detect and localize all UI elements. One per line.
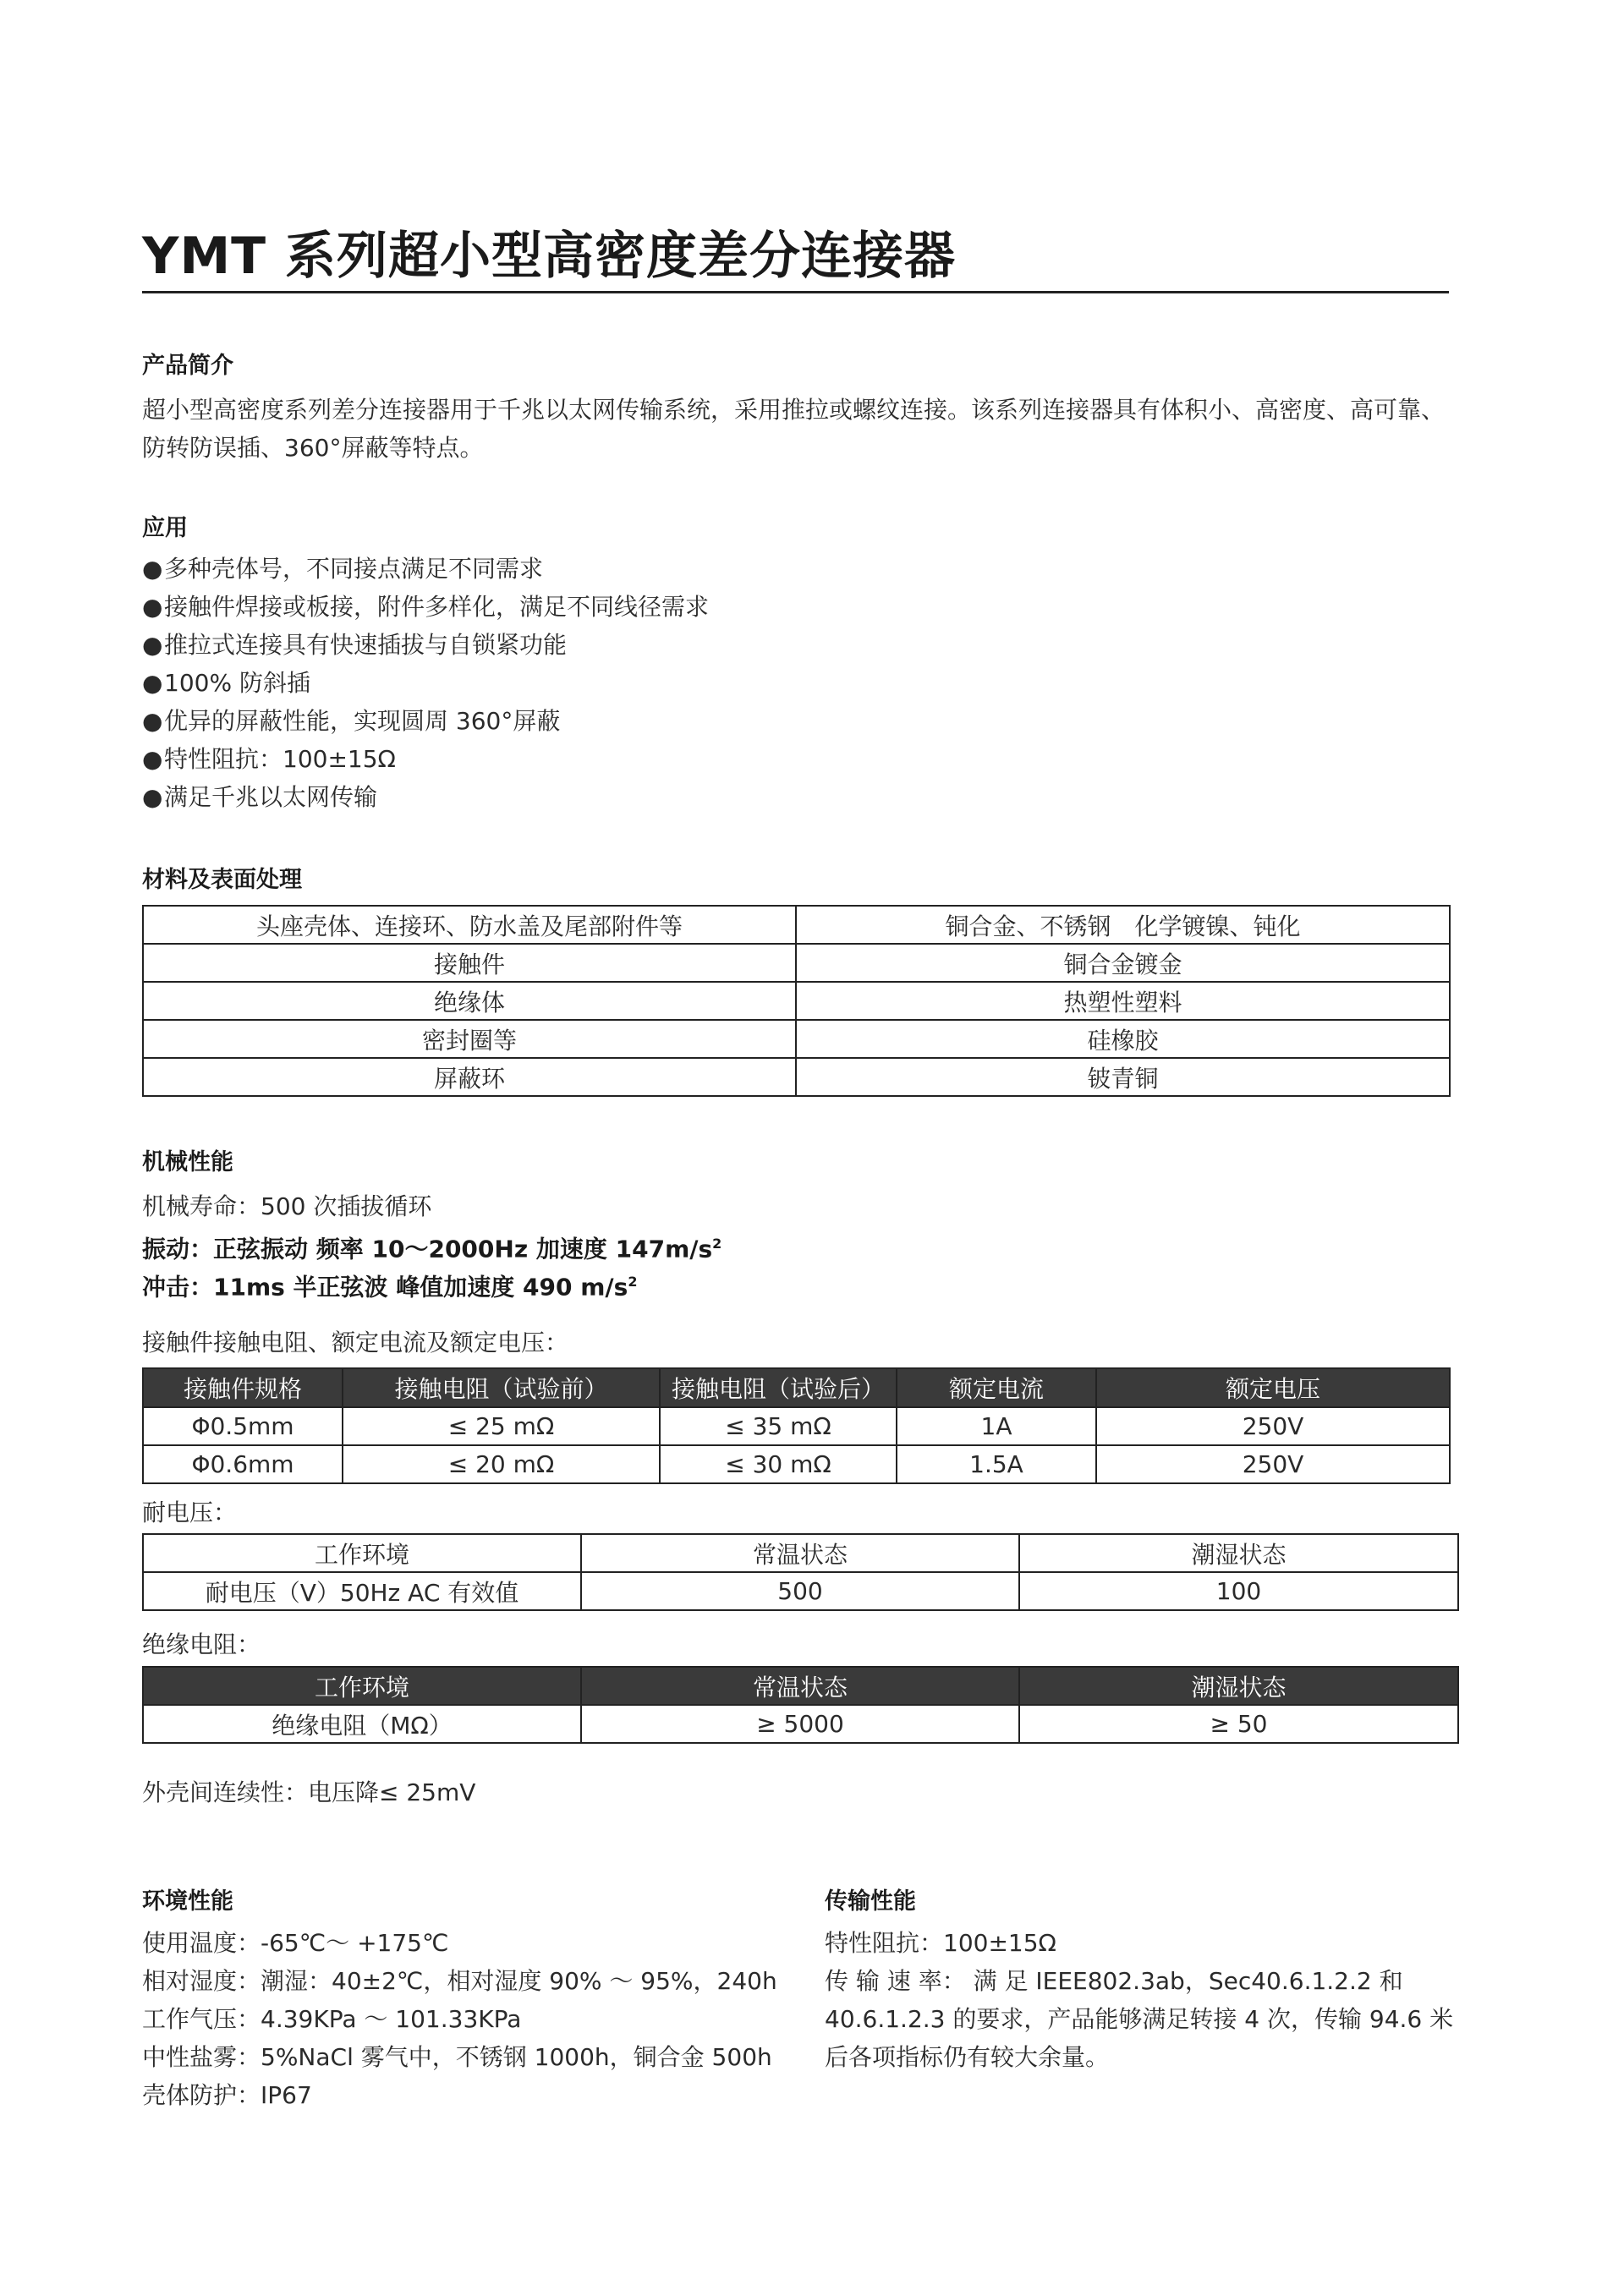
bullet-icon: ● bbox=[142, 783, 163, 811]
table-row: 密封圈等 硅橡胶 bbox=[143, 1020, 1450, 1058]
environment-line: 使用温度：-65℃～ +175℃ bbox=[142, 1929, 449, 1957]
application-heading: 应用 bbox=[142, 515, 188, 541]
list-item: ●推拉式连接具有快速插拔与自锁紧功能 bbox=[142, 626, 709, 664]
transmission-impedance: 特性阻抗：100±15Ω bbox=[825, 1929, 1056, 1957]
bullet-icon: ● bbox=[142, 707, 163, 735]
insulation-table bbox=[142, 1666, 1459, 1744]
table-header-row: 工作环境 常温状态 潮湿状态 bbox=[143, 1534, 1458, 1572]
table-row: 绝缘电阻（MΩ） ≥ 5000 ≥ 50 bbox=[143, 1705, 1458, 1743]
table-row: 屏蔽环 铍青铜 bbox=[143, 1058, 1450, 1096]
environment-line: 中性盐雾：5%NaCl 雾气中，不锈钢 1000h，铜合金 500h bbox=[142, 2043, 772, 2071]
environment-line: 壳体防护：IP67 bbox=[142, 2081, 312, 2109]
contact-caption: 接触件接触电阻、额定电流及额定电压： bbox=[142, 1329, 569, 1356]
table-row: 耐电压（V）50Hz AC 有效值 500 100 bbox=[143, 1572, 1458, 1610]
list-item: ●优异的屏蔽性能，实现圆周 360°屏蔽 bbox=[142, 702, 709, 740]
table-header-row: 接触件规格 接触电阻（试验前） 接触电阻（试验后） 额定电流 额定电压 bbox=[143, 1368, 1450, 1407]
transmission-heading: 传输性能 bbox=[825, 1888, 916, 1915]
table-header-row: 工作环境 常温状态 潮湿状态 bbox=[143, 1667, 1458, 1705]
materials-heading: 材料及表面处理 bbox=[142, 867, 302, 893]
mechanical-vibration: 振动：正弦振动 频率 10～2000Hz 加速度 $147m/s^2$ bbox=[142, 1235, 722, 1263]
table-row: Φ0.5mm ≤ 25 mΩ ≤ 35 mΩ 1A 250V bbox=[143, 1407, 1450, 1445]
shell-continuity: 外壳间连续性：电压降≤ 25mV bbox=[142, 1778, 476, 1806]
bullet-icon: ● bbox=[142, 745, 163, 773]
mechanical-heading: 机械性能 bbox=[142, 1149, 233, 1175]
bullet-icon: ● bbox=[142, 593, 163, 621]
list-item: ●满足千兆以太网传输 bbox=[142, 778, 709, 816]
transmission-rate-line: 后各项指标仍有较大余量。 bbox=[825, 2043, 1110, 2071]
environment-line: 工作气压：4.39KPa ～ 101.33KPa bbox=[142, 2005, 522, 2033]
materials-table bbox=[142, 905, 1451, 1097]
withstand-table bbox=[142, 1533, 1459, 1611]
withstand-caption: 耐电压： bbox=[142, 1499, 238, 1526]
list-item: ●多种壳体号，不同接点满足不同需求 bbox=[142, 550, 709, 588]
mechanical-shock: 冲击：11ms 半正弦波 峰值加速度 490 $m/s^2$ bbox=[142, 1273, 638, 1301]
intro-line-2: 防转防误插、360°屏蔽等特点。 bbox=[142, 434, 484, 462]
table-row: Φ0.6mm ≤ 20 mΩ ≤ 30 mΩ 1.5A 250V bbox=[143, 1445, 1450, 1483]
transmission-rate-line: 传 输 速 率： 满 足 IEEE802.3ab，Sec40.6.1.2.2 和 bbox=[825, 1967, 1403, 1995]
bullet-icon: ● bbox=[142, 669, 163, 697]
title-divider bbox=[142, 291, 1449, 293]
table-row: 接触件 铜合金镀金 bbox=[143, 944, 1450, 982]
table-row: 绝缘体 热塑性塑料 bbox=[143, 982, 1450, 1020]
intro-line-1: 超小型高密度系列差分连接器用于千兆以太网传输系统，采用推拉或螺纹连接。该系列连接器具有体积小、高密度、高可靠、 bbox=[142, 396, 1446, 424]
transmission-rate-line: 40.6.1.2.3 的要求，产品能够满足转接 4 次，传输 94.6 米 bbox=[825, 2005, 1454, 2033]
page-title: YMT 系列超小型高密度差分连接器 bbox=[142, 227, 956, 286]
list-item: ●特性阻抗：100±15Ω bbox=[142, 740, 709, 778]
environment-line: 相对湿度：潮湿：40±2℃，相对湿度 90% ～ 95%，240h bbox=[142, 1967, 777, 1995]
bullet-icon: ● bbox=[142, 555, 163, 583]
mechanical-life: 机械寿命：500 次插拔循环 bbox=[142, 1192, 432, 1220]
environment-heading: 环境性能 bbox=[142, 1888, 233, 1915]
application-list bbox=[142, 550, 709, 816]
table-row: 头座壳体、连接环、防水盖及尾部附件等 铜合金、不锈钢 化学镀镍、钝化 bbox=[143, 906, 1450, 944]
contact-table bbox=[142, 1367, 1451, 1484]
list-item: ●100% 防斜插 bbox=[142, 664, 709, 702]
list-item: ●接触件焊接或板接，附件多样化，满足不同线径需求 bbox=[142, 588, 709, 626]
bullet-icon: ● bbox=[142, 631, 163, 659]
insulation-caption: 绝缘电阻： bbox=[142, 1630, 261, 1658]
intro-heading: 产品简介 bbox=[142, 353, 233, 379]
